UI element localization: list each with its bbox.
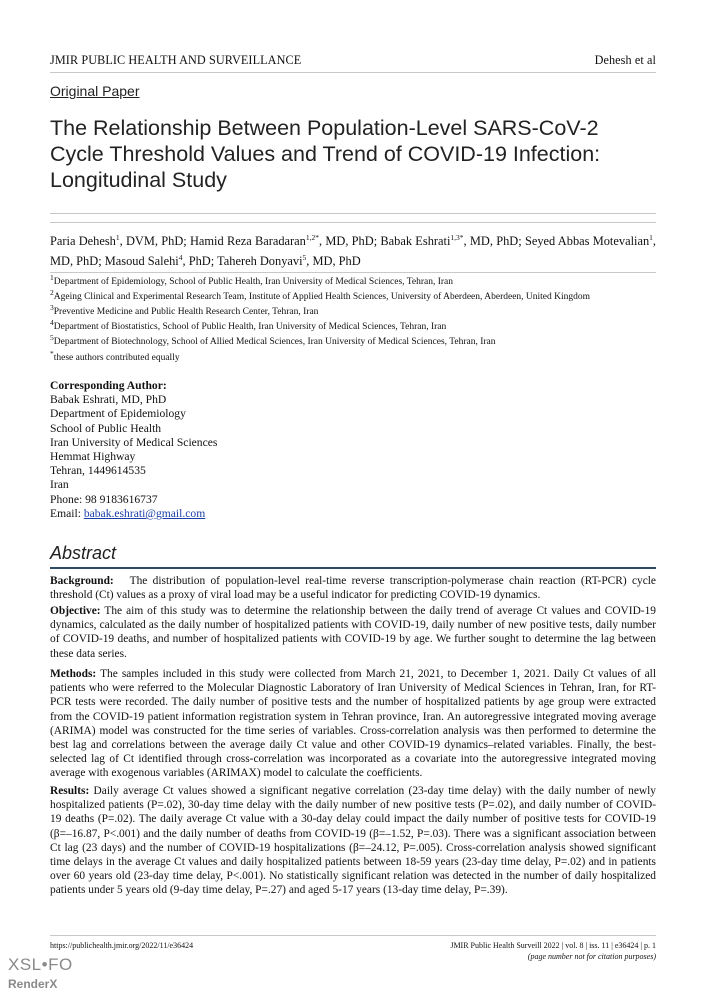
affiliation-sup: 5 (50, 332, 54, 342)
objective-label: Objective: (50, 605, 101, 617)
author-name: Tahereh Donyavi (217, 253, 303, 268)
author-name: Seyed Abbas Motevalian (524, 234, 650, 248)
objective-paragraph (50, 604, 656, 661)
affiliation-text: Department of Epidemiology, School of Public Health, Iran University of Medical Sciences, Tehran, Iran (53, 277, 454, 287)
corresponding-label: Corresponding Author: (50, 379, 167, 392)
background-paragraph (50, 574, 656, 602)
affiliation-sup: 2 (50, 287, 54, 297)
footer-citation: JMIR Public Health Surveill 2022 | vol. 8 | iss. 11 | e36424 | p. 1 (450, 941, 656, 950)
author-affil-sup: 1 (115, 232, 120, 242)
running-author: Dehesh et al (594, 53, 656, 67)
corresponding-line: Phone: 98 9183616737 (50, 492, 158, 506)
header-rule (50, 72, 656, 73)
author-name: Masoud Salehi (104, 253, 179, 268)
author-name: Babak Eshrati (380, 234, 451, 248)
paper-type: Original Paper (50, 83, 140, 99)
methods-paragraph (50, 667, 656, 781)
corresponding-line: Iran University of Medical Sciences (50, 435, 218, 449)
objective-text: The aim of this study was to determine the relationship between the daily trend of average Ct values and COVID-19 dynamics, calculated as the daily number of hospitalized patients with COVID-19, daily number of new positive tests, daily number of COVID-19 deaths, and number of hospitalized patients with COVID-19 by age. We further sought to determine the lag between these data series. (50, 605, 656, 660)
title-rule-top (50, 213, 656, 214)
affiliation (50, 302, 670, 318)
renderx-logo: RenderX (8, 977, 58, 991)
abstract-rule (50, 567, 656, 569)
affiliation-text: Department of Biostatistics, School of Public Health, Iran University of Medical Sciences, Tehran, Iran (53, 322, 447, 332)
affiliation-text: Ageing Clinical and Experimental Research Team, Institute of Applied Health Sciences, University of Aberdeen, Aberdeen, United Kingdom (53, 292, 591, 302)
author-affil-sup: 1,3* (450, 232, 464, 242)
affiliation-text: these authors contributed equally (53, 353, 180, 363)
author-affil-sup: 1,2* (305, 232, 319, 242)
affiliation-sup: 3 (50, 302, 54, 312)
corresponding-line: School of Public Health (50, 421, 162, 435)
methods-text: The samples included in this study were collected from March 21, 2021, to December 1, 2021. Daily Ct values of all patients who were referred to the Molecular Diagnostic Laboratory of Iran University of Medical Sciences in Tehran, Iran, for RT-PCR tests were recorded. The daily number of positive tests and the number of hospitalized patients by age group were extracted from the COVID-19 patient information registration system in Tehran province, Iran. An autoregressive integrated moving average (ARIMA) model was constructed for the time series of variables. Cross-correlation analysis was then performed to determine the best lag and correlations between the average daily Ct value and other COVID-19 dynamics–related variables. Finally, the best-selected lag of Ct identified through cross-correlation was incorporated as a covariate into the autoregressive integrated moving average with exogenous variables (ARIMAX) model to calculate the coefficients. (50, 668, 656, 780)
author-degree: , PhD; (182, 253, 218, 268)
email-link[interactable]: babak.eshrati@gmail.com (83, 506, 206, 520)
authors-rule (50, 272, 656, 273)
author-affil-sup: 5 (302, 252, 307, 262)
author-degree: , DVM, PhD; (119, 234, 190, 248)
results-text: Daily average Ct values showed a significant negative correlation (23-day time delay) with the daily number of newly hospitalized patients (P=.02), 30-day time delay with the daily number of new positive tests (P=.02), and daily number of COVID-19 deaths (P=.02). The daily average Ct value with a 30-day delay could impact the daily number of positive tests for COVID-19 (β=–16.87, P<.001) and the daily number of deaths from COVID-19 (β=–1.52, P=.03). There was a significant association between Ct lag (23 days) and the number of COVID-19 hospitalizations (β=–24.12, P=.005). Cross-correlation analysis showed significant time delays in the average Ct values and daily hospitalized patients between 18-59 years (23-day time delay, P=.02) and in patients over 60 years old (23-day time delay, P<.001). No statistically significant relation was detected in the number of daily hospitalized patients under 5 years old (9-day time delay, P=.27) and aged 5-17 years (13-day time delay, P=.39). (50, 785, 656, 897)
author-degree: , MD, PhD; (463, 234, 525, 248)
title-rule-bottom (50, 222, 656, 223)
corresponding-line: Iran (50, 478, 69, 492)
background-text: The distribution of population-level real-time reverse transcription-polymerase chain reaction (RT-PCR) cycle threshold (Ct) values as a proxy of viral load may be a useful indicator for predicting COVID-19 dynamics. (50, 575, 656, 602)
results-paragraph (50, 784, 656, 898)
author-degree: , MD, PhD; (50, 234, 657, 268)
author-name: Hamid Reza Baradaran (189, 234, 306, 248)
footer-url: https://publichealth.jmir.org/2022/11/e36424 (50, 941, 194, 950)
affiliation (50, 317, 670, 333)
author-affil-sup: 1 (649, 232, 653, 242)
footer-note: (page number not for citation purposes) (527, 952, 656, 961)
author-name: Paria Dehesh (50, 234, 116, 248)
corresponding-author-block (50, 379, 217, 521)
abstract-heading: Abstract (50, 543, 117, 563)
results-label: Results: (50, 785, 90, 797)
author-degree: , MD, PhD (306, 253, 361, 268)
affiliation-sup: * (50, 348, 54, 358)
author-affil-sup: 4 (178, 252, 183, 262)
footer-rule (50, 935, 656, 936)
journal-header: JMIR PUBLIC HEALTH AND SURVEILLANCE (50, 53, 302, 67)
affiliation-text: Department of Biotechnology, School of Allied Medical Sciences, Iran University of Medical Sciences, Tehran, Iran (53, 337, 496, 347)
methods-label: Methods: (50, 668, 97, 680)
email-line (50, 507, 217, 521)
corresponding-line: Babak Eshrati, MD, PhD (50, 393, 167, 407)
affiliation (50, 272, 670, 288)
paper-title: The Relationship Between Population-Level SARS-CoV-2 Cycle Threshold Values and Trend of COVID-19 Infection: Longitudinal Study (50, 116, 601, 192)
corresponding-line: Department of Epidemiology (50, 407, 186, 421)
background-label: Background: (50, 575, 114, 587)
affiliation-sup: 4 (50, 317, 54, 327)
corresponding-line: Hemmat Highway (50, 450, 136, 464)
corresponding-line: Tehran, 1449614535 (50, 464, 146, 478)
affiliation-text: Preventive Medicine and Public Health Research Center, Tehran, Iran (53, 307, 319, 317)
affiliation (50, 332, 670, 348)
author-list (50, 232, 656, 271)
author-degree: , MD, PhD; (319, 234, 381, 248)
email-label: Email: (50, 506, 84, 520)
xslfo-logo: XSL•FO (8, 955, 73, 974)
affiliation (50, 287, 670, 303)
affiliation (50, 348, 670, 364)
affiliation-sup: 1 (50, 272, 54, 282)
